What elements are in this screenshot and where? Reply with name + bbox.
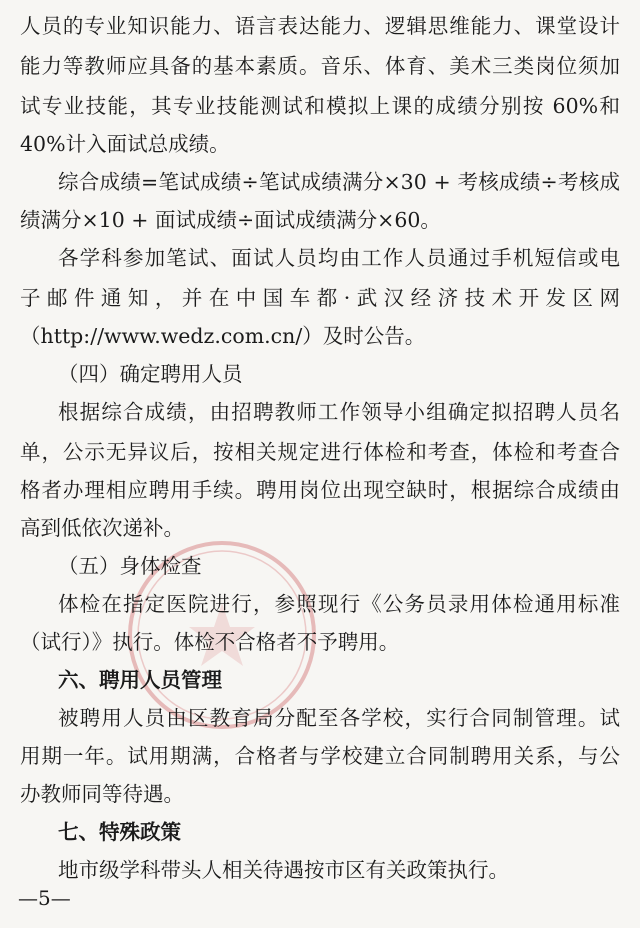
paragraph-line-03: 试专业技能，其专业技能测试和模拟上课的成绩分别按 60%和 bbox=[20, 94, 620, 118]
section-heading-medical-exam: （五）身体检查 bbox=[58, 554, 202, 578]
employment-line-01: 根据综合成绩，由招聘教师工作领导小组确定拟招聘人员名 bbox=[58, 400, 620, 424]
formula-line-01: 综合成绩=笔试成绩÷笔试成绩满分×30 + 考核成绩÷考核成 bbox=[58, 170, 620, 194]
paragraph-line-01: 人员的专业知识能力、语言表达能力、逻辑思维能力、课堂设计 bbox=[20, 14, 620, 38]
paragraph-line-04: 40%计入面试总成绩。 bbox=[20, 132, 230, 156]
employment-line-03: 格者办理相应聘用手续。聘用岗位出现空缺时，根据综合成绩由 bbox=[20, 478, 620, 502]
management-line-03: 办教师同等待遇。 bbox=[20, 782, 184, 806]
special-policy-line-01: 地市级学科带头人相关待遇按市区有关政策执行。 bbox=[58, 858, 509, 882]
management-line-02: 用期一年。试用期满，合格者与学校建立合同制聘用关系，与公 bbox=[20, 744, 620, 768]
section-heading-staff-management: 六、聘用人员管理 bbox=[58, 668, 222, 692]
notice-line-01: 各学科参加笔试、面试人员均由工作人员通过手机短信或电 bbox=[58, 246, 620, 270]
formula-line-02: 绩满分×10 + 面试成绩÷面试成绩满分×60。 bbox=[20, 208, 441, 232]
notice-line-03-url: （http://www.wedz.com.cn/）及时公告。 bbox=[20, 324, 426, 348]
employment-line-02: 单，公示无异议后，按相关规定进行体检和考查，体检和考查合 bbox=[20, 440, 620, 464]
section-heading-confirm-employment: （四）确定聘用人员 bbox=[58, 362, 243, 386]
notice-line-02: 子邮件通知，并在中国车都·武汉经济技术开发区网 bbox=[20, 286, 620, 310]
medical-line-01: 体检在指定医院进行，参照现行《公务员录用体检通用标准 bbox=[58, 592, 620, 616]
section-heading-special-policy: 七、特殊政策 bbox=[58, 820, 181, 844]
management-line-01: 被聘用人员由区教育局分配至各学校，实行合同制管理。试 bbox=[58, 706, 620, 730]
paragraph-line-02: 能力等教师应具备的基本素质。音乐、体育、美术三类岗位须加 bbox=[20, 54, 620, 78]
page-number: —5— bbox=[18, 886, 71, 910]
employment-line-04: 高到低依次递补。 bbox=[20, 516, 184, 540]
medical-line-02: （试行）》执行。体检不合格者不予聘用。 bbox=[20, 630, 400, 654]
